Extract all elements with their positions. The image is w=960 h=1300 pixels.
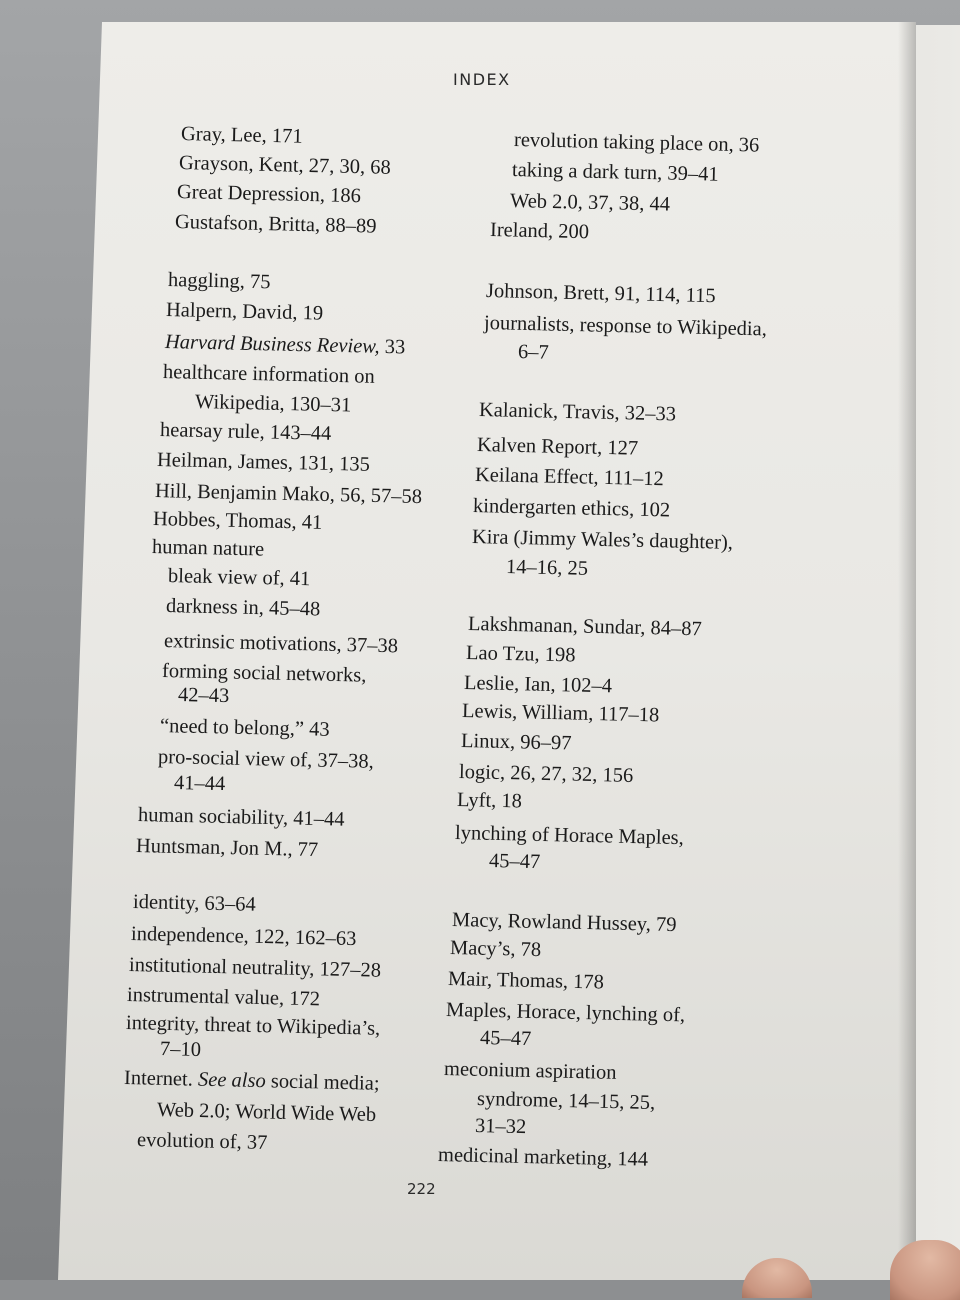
- index-left-entry: Grayson, Kent, 27, 30, 68: [178, 152, 392, 179]
- index-left-entry: Heilman, James, 131, 135: [156, 449, 371, 476]
- index-right-entry: Macy, Rowland Hussey, 79: [451, 909, 677, 937]
- index-right-entry: Keilana Effect, 111–12: [474, 464, 665, 491]
- index-left-entry: Hill, Benjamin Mako, 56, 57–58: [154, 480, 423, 509]
- index-left-entry: Great Depression, 186: [176, 181, 362, 208]
- index-right-entry: Leslie, Ian, 102–4: [463, 672, 613, 698]
- index-left-entry: evolution of, 37: [136, 1129, 268, 1154]
- index-left-entry: healthcare information on: [162, 361, 375, 388]
- index-right-entry: Ireland, 200: [489, 219, 590, 244]
- index-right-entry: Lewis, William, 117–18: [461, 700, 660, 727]
- index-right-entry: 6–7: [517, 341, 550, 364]
- index-left-entry: Wikipedia, 130–31: [194, 391, 352, 417]
- index-left-entry: pro-social view of, 37–38,: [157, 746, 374, 773]
- index-left-entry: identity, 63–64: [132, 891, 257, 916]
- page-number: 222: [407, 1180, 436, 1198]
- index-right-entry: Linux, 96–97: [460, 730, 572, 755]
- page-gutter-shadow: [898, 22, 916, 1280]
- index-left-entry: Halpern, David, 19: [165, 299, 324, 325]
- index-left-entry: forming social networks,: [161, 660, 367, 687]
- index-right-entry: Lakshmanan, Sundar, 84–87: [467, 613, 702, 641]
- index-left-entry: Web 2.0; World Wide Web: [156, 1099, 377, 1126]
- index-right-entry: Mair, Thomas, 178: [447, 968, 605, 994]
- index-right-entry: Lao Tzu, 198: [465, 642, 576, 667]
- index-right-entry: medicinal marketing, 144: [437, 1144, 649, 1171]
- index-left-entry: “need to belong,” 43: [159, 715, 330, 741]
- index-right-entry: Kalven Report, 127: [476, 434, 639, 460]
- index-right-entry: Lyft, 18: [456, 789, 523, 813]
- index-left-entry: haggling, 75: [167, 269, 271, 294]
- entry-segment: Harvard Business Review,: [164, 331, 380, 358]
- index-left-entry: Gray, Lee, 171: [180, 123, 303, 148]
- index-right-entry: Web 2.0, 37, 38, 44: [509, 190, 671, 216]
- index-left-entry: darkness in, 45–48: [165, 595, 321, 621]
- index-right-entry: 45–47: [479, 1027, 532, 1051]
- index-left-entry: human nature: [151, 536, 265, 561]
- index-right-entry: 14–16, 25: [505, 556, 589, 580]
- entry-segment: See also: [197, 1068, 266, 1093]
- index-left-entry: hearsay rule, 143–44: [159, 419, 332, 445]
- index-left-entry: instrumental value, 172: [126, 984, 321, 1011]
- index-right-entry: 31–32: [474, 1115, 527, 1139]
- index-right-entry: journalists, response to Wikipedia,: [483, 312, 768, 341]
- index-left-entry: 42–43: [177, 684, 230, 708]
- index-right-entry: Johnson, Brett, 91, 114, 115: [485, 280, 716, 308]
- index-left-entry: Hobbes, Thomas, 41: [152, 508, 323, 534]
- index-left-entry: independence, 122, 162–63: [130, 923, 357, 951]
- index-right-entry: revolution taking place on, 36: [513, 129, 760, 157]
- index-right-entry: Kalanick, Travis, 32–33: [478, 399, 677, 426]
- index-left-entry: extrinsic motivations, 37–38: [163, 630, 399, 658]
- entry-segment: 33: [379, 335, 406, 359]
- index-right-entry: meconium aspiration: [443, 1058, 617, 1084]
- index-left-entry: bleak view of, 41: [167, 565, 311, 591]
- running-head: INDEX: [453, 70, 511, 89]
- index-left-entry: 41–44: [173, 772, 226, 796]
- index-right-entry: Maples, Horace, lynching of,: [445, 999, 686, 1027]
- index-right-entry: logic, 26, 27, 32, 156: [458, 761, 634, 787]
- index-right-entry: syndrome, 14–15, 25,: [476, 1088, 656, 1115]
- index-right-entry: 45–47: [488, 850, 541, 874]
- index-left-entry: Gustafson, Britta, 88–89: [174, 211, 377, 238]
- index-right-entry: Macy’s, 78: [449, 937, 542, 962]
- entry-segment: social media;: [265, 1070, 380, 1095]
- thumb: [890, 1240, 960, 1300]
- index-right-entry: taking a dark turn, 39–41: [511, 159, 719, 186]
- index-left-entry: 7–10: [159, 1038, 202, 1061]
- entry-segment: Internet.: [123, 1067, 199, 1091]
- index-left-entry: institutional neutrality, 127–28: [128, 954, 382, 982]
- index-left-entry: Huntsman, Jon M., 77: [135, 835, 319, 862]
- index-left-entry: human sociability, 41–44: [137, 804, 345, 831]
- index-right-entry: Kira (Jimmy Wales’s daughter),: [471, 526, 734, 554]
- index-left-entry: integrity, threat to Wikipedia’s,: [125, 1012, 381, 1040]
- index-right-entry: lynching of Horace Maples,: [454, 822, 685, 850]
- index-right-entry: kindergarten ethics, 102: [472, 495, 671, 522]
